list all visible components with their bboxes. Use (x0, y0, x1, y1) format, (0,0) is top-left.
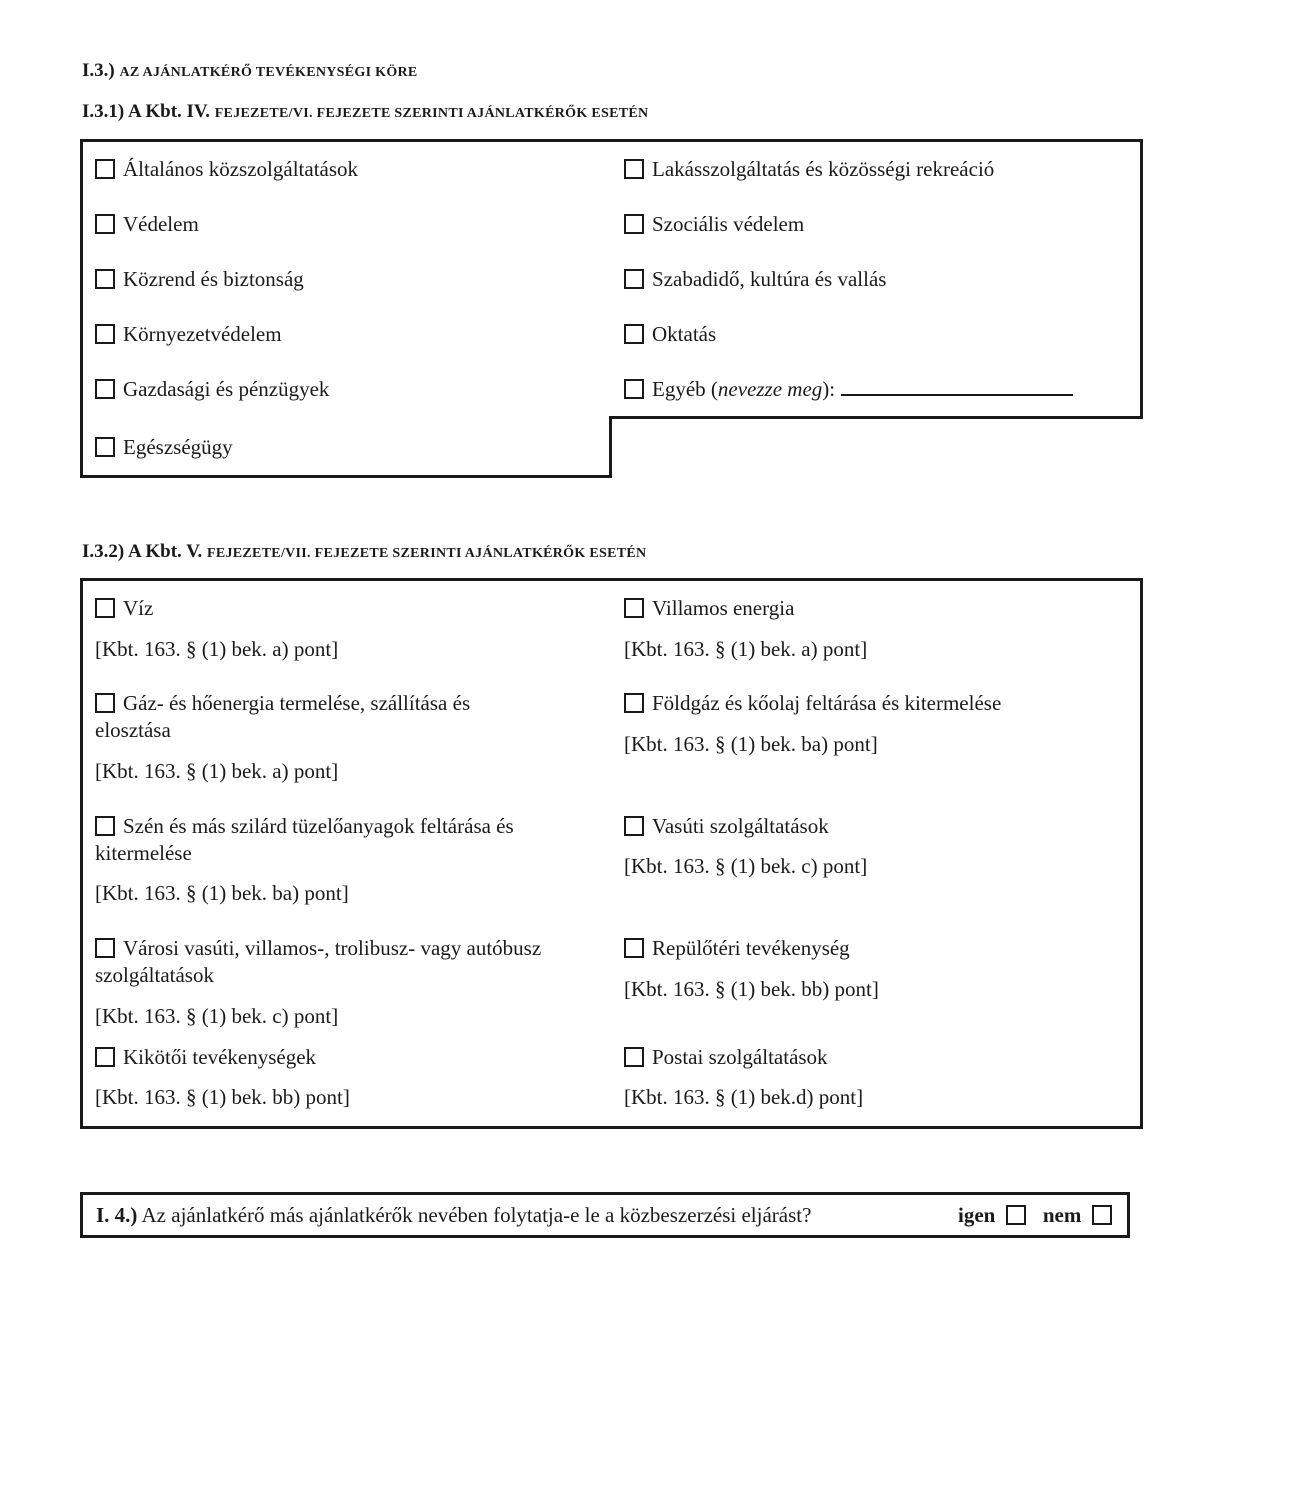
checkbox-icon[interactable] (624, 269, 644, 289)
legal-reference: [Kbt. 163. § (1) bek. a) pont] (95, 759, 339, 783)
option-item (95, 321, 282, 348)
section-14-box (80, 1192, 1130, 1238)
checkbox-icon[interactable] (95, 214, 115, 234)
activity-item (624, 813, 829, 840)
option-label: Szabadidő, kultúra és vallás (652, 267, 887, 291)
activity-label: Városi vasúti, villamos-, trolibusz- vagy autóbusz (123, 936, 542, 960)
checkbox-icon[interactable] (95, 379, 115, 399)
legal-reference: [Kbt. 163. § (1) bek. bb) pont] (95, 1085, 350, 1109)
activity-label: Vasúti szolgáltatások (652, 814, 829, 838)
section-14-number: I. 4.) (96, 1203, 138, 1227)
activity-label-cont: kitermelése (95, 841, 192, 865)
option-label: Közrend és biztonság (123, 267, 304, 291)
checkbox-yes[interactable] (1006, 1205, 1026, 1225)
checkbox-no[interactable] (1092, 1205, 1112, 1225)
section-14-answers (958, 1203, 1120, 1228)
checkbox-icon[interactable] (624, 1047, 644, 1067)
section-131-title-prefix: A Kbt. IV. (127, 101, 210, 122)
option-other: Egyéb (nevezze meg): (624, 376, 1073, 403)
activity-item (95, 595, 153, 622)
option-item (624, 211, 804, 238)
legal-reference: [Kbt. 163. § (1) bek. a) pont] (95, 637, 339, 661)
option-item (624, 156, 994, 183)
legal-reference: [Kbt. 163. § (1) bek. a) pont] (624, 637, 868, 661)
checkbox-icon[interactable] (95, 437, 115, 457)
section-132-title-rest: FEJEZETE/VII. FEJEZETE SZERINTI AJÁNLATKÉRŐK ESETÉN (206, 546, 647, 561)
checkbox-icon[interactable] (624, 214, 644, 234)
checkbox-icon[interactable] (624, 938, 644, 958)
checkbox-icon[interactable] (95, 938, 115, 958)
no-label: nem (1042, 1203, 1082, 1227)
legal-reference: [Kbt. 163. § (1) bek.d) pont] (624, 1085, 864, 1109)
activity-item (95, 690, 470, 744)
checkbox-other[interactable] (624, 379, 644, 399)
activity-label: Földgáz és kőolaj feltárása és kitermelése (652, 691, 1002, 715)
legal-reference: [Kbt. 163. § (1) bek. c) pont] (624, 854, 868, 878)
checkbox-icon[interactable] (624, 693, 644, 713)
option-label: Lakásszolgáltatás és közösségi rekreáció (652, 157, 995, 181)
option-item (95, 434, 233, 461)
checkbox-icon[interactable] (95, 1047, 115, 1067)
activity-label: Gáz- és hőenergia termelése, szállítása és (123, 691, 471, 715)
legal-reference: [Kbt. 163. § (1) bek. ba) pont] (95, 881, 349, 905)
checkbox-icon[interactable] (624, 159, 644, 179)
section-132-title-prefix: A Kbt. V. (127, 541, 203, 562)
yes-label: igen (958, 1203, 996, 1227)
activity-item (95, 935, 541, 989)
section-heading-132: I.3.2) A Kbt. V. FEJEZETE/VII. FEJEZETE SZERINTI AJÁNLATKÉRŐK ESETÉN (82, 541, 647, 562)
section-131-frame (0, 0, 1309, 500)
section-14-question-line (96, 1203, 811, 1228)
checkbox-icon[interactable] (624, 324, 644, 344)
section-131-title-rest: FEJEZETE/VI. FEJEZETE SZERINTI AJÁNLATKÉRŐK ESETÉN (214, 106, 649, 121)
option-item (95, 376, 329, 403)
legal-reference: [Kbt. 163. § (1) bek. ba) pont] (624, 732, 878, 756)
checkbox-icon[interactable] (624, 598, 644, 618)
checkbox-icon[interactable] (95, 159, 115, 179)
legal-reference: [Kbt. 163. § (1) bek. c) pont] (95, 1004, 339, 1028)
option-item (624, 266, 886, 293)
activity-label: Kikötői tevékenységek (123, 1045, 317, 1069)
section-14-question: Az ajánlatkérő más ajánlatkérők nevében folytatja-e le a közbeszerzési eljárást? (141, 1203, 812, 1227)
activity-item (95, 1044, 316, 1071)
option-label: Gazdasági és pénzügyek (123, 377, 330, 401)
activity-label: Víz (123, 596, 154, 620)
option-item (95, 211, 199, 238)
checkbox-icon[interactable] (95, 693, 115, 713)
section-heading-13: I.3.) AZ AJÁNLATKÉRŐ TEVÉKENYSÉGI KÖRE (82, 60, 418, 81)
section-heading-131: I.3.1) A Kbt. IV. FEJEZETE/VI. FEJEZETE SZERINTI AJÁNLATKÉRŐK ESETÉN (82, 101, 649, 122)
activity-label-cont: elosztása (95, 718, 171, 742)
activity-item (95, 813, 514, 867)
checkbox-icon[interactable] (95, 269, 115, 289)
checkbox-icon[interactable] (95, 816, 115, 836)
activity-item (624, 595, 794, 622)
checkbox-icon[interactable] (95, 324, 115, 344)
checkbox-icon[interactable] (624, 816, 644, 836)
option-label: Védelem (123, 212, 199, 236)
option-label: Oktatás (652, 322, 717, 346)
activity-item (624, 1044, 828, 1071)
other-italic-hint: nevezze meg (717, 377, 823, 401)
activity-item (624, 935, 850, 962)
activity-label: Villamos energia (652, 596, 795, 620)
option-label: Egészségügy (123, 435, 233, 459)
option-label: Környezetvédelem (123, 322, 282, 346)
option-label: Szociális védelem (652, 212, 805, 236)
option-item (95, 266, 304, 293)
activity-item (624, 690, 1001, 717)
option-label: Általános közszolgáltatások (123, 157, 359, 181)
activity-label: Repülőtéri tevékenység (652, 936, 850, 960)
section-13-title: AZ AJÁNLATKÉRŐ TEVÉKENYSÉGI KÖRE (119, 65, 418, 80)
activity-label: Szén és más szilárd tüzelőanyagok feltárása és (123, 814, 514, 838)
option-item (624, 321, 716, 348)
checkbox-icon[interactable] (95, 598, 115, 618)
legal-reference: [Kbt. 163. § (1) bek. bb) pont] (624, 977, 879, 1001)
other-fill-in-line[interactable] (841, 376, 1073, 396)
activity-label: Postai szolgáltatások (652, 1045, 828, 1069)
activity-label-cont: szolgáltatások (95, 963, 214, 987)
option-item (95, 156, 358, 183)
